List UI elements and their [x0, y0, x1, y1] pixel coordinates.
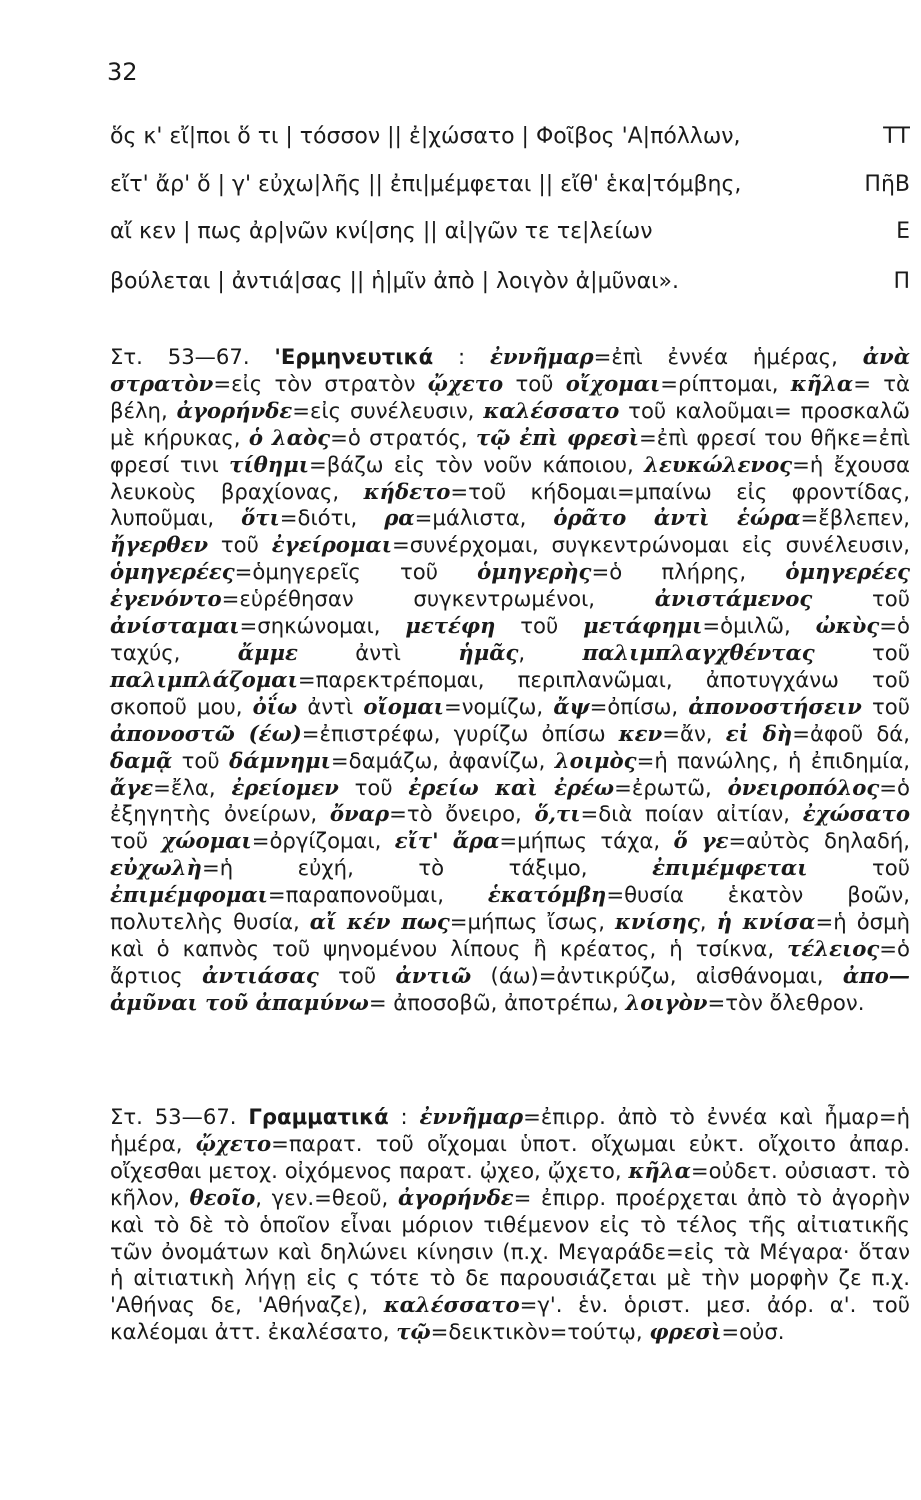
- gloss: τοῦ: [812, 586, 910, 612]
- term: ὁμηγερὴς: [477, 559, 592, 585]
- term: εἰ δὴ: [725, 720, 793, 746]
- verse-line: [110, 122, 910, 152]
- gloss: =ὁμηγερεῖς τοῦ: [234, 559, 478, 585]
- gloss: =ὁ ταχύς,: [110, 613, 910, 665]
- verse-line: [110, 170, 910, 200]
- verse-margin-tag: Π: [893, 269, 910, 294]
- gloss: ἀντὶ: [297, 693, 364, 719]
- gloss: =ὁ στρατός,: [330, 424, 476, 450]
- gloss: τοῦ: [807, 855, 910, 881]
- gloss: =εἰς συνέλευσιν,: [292, 397, 484, 423]
- gloss: =τοῦ κήδομαι=μπαίνω εἰς φροντίδας, λυποῦμαι,: [110, 478, 910, 531]
- gloss: =ὁ ἐξηγητὴς ὀνείρων,: [110, 774, 911, 827]
- term: ὁμηγερέες: [110, 559, 235, 585]
- term: παλιμπλαγχθέντας: [582, 639, 815, 665]
- term: τῷ: [396, 1319, 431, 1345]
- gloss: =ἐπὶ φρεσί του θῆκε=ἐπὶ φρεσί τινι: [110, 424, 910, 477]
- verse-range: Στ. 53—67.: [110, 344, 275, 369]
- term: ἐρείομεν: [231, 774, 339, 800]
- term: ἄψ: [553, 693, 590, 719]
- gloss: = τὰ βέλη,: [110, 370, 911, 423]
- gloss: =ὀργίζομαι,: [251, 828, 395, 854]
- term: κῆλα: [790, 370, 854, 396]
- term: ὠκὺς: [815, 613, 880, 639]
- gloss: τοῦ: [338, 774, 409, 800]
- gloss: τοῦ: [110, 828, 162, 854]
- gloss: , γεν.=θεοῦ,: [255, 1184, 398, 1210]
- gloss: =ὁ ἄρτιος: [110, 935, 910, 988]
- verse-text: εἴτ' ἄρ' ὅ | γ' εὐχω|λῆς || ἐπι|μέμφεται || εἴθ' ἑκα|τόμβης,: [110, 172, 742, 197]
- term: αἴ κέν πως: [309, 909, 450, 935]
- gloss: =ὀπίσω,: [589, 693, 689, 719]
- gloss: =δεικτικὸν=τούτῳ,: [430, 1319, 650, 1345]
- gloss: τοῦ: [503, 370, 566, 396]
- term: φρεσὶ: [649, 1319, 722, 1345]
- gloss: =ἀφοῦ δά,: [792, 720, 910, 746]
- section-heading: Γραμματικά: [248, 1104, 389, 1129]
- term: ἀντιάσας: [202, 962, 319, 988]
- gloss: =τὸ ὄνειρο,: [389, 801, 535, 827]
- verse-margin-tag: ΠῆΒ: [864, 172, 910, 197]
- gloss: =μήπως τάχα,: [499, 828, 674, 854]
- grammatical-notes-paragraph: [110, 1104, 910, 1346]
- term: δαμᾷ: [110, 747, 173, 773]
- verse-line: [110, 267, 910, 297]
- gloss: =ρίπτομαι,: [660, 370, 791, 396]
- term: κήδετο: [363, 478, 451, 504]
- term: ἀπονοστήσειν: [688, 693, 862, 719]
- gloss: =μήπως ἴσως,: [449, 909, 616, 935]
- verse-text: βούλεται | ἀντιά|σας || ἡ|μῖν ἀπὸ | λοιγὸν ἀ|μῦναι».: [110, 269, 679, 294]
- gloss: =ὁμιλῶ,: [702, 613, 816, 639]
- gloss: =εὑρέθησαν συγκεντρωμένοι,: [221, 586, 655, 612]
- section-heading: 'Ερμηνευτικά: [274, 344, 434, 369]
- term: ἐγείρομαι: [271, 532, 392, 558]
- gloss: =ἐπιστρέφω, γυρίζω ὀπίσω: [301, 720, 619, 746]
- gloss: =οὐσ.: [721, 1319, 785, 1345]
- term: ᾤχετο: [427, 370, 504, 396]
- gloss: τοῦ: [814, 639, 910, 665]
- term: ἐννῆμαρ: [419, 1104, 524, 1129]
- term: παλιμπλάζομαι: [110, 666, 298, 692]
- gloss: =ὁ πλήρης,: [591, 559, 786, 585]
- term: ἀπονοστῶ (έω): [110, 720, 302, 746]
- term: μετάφημι: [583, 613, 703, 639]
- gloss: =βάζω εἰς τὸν νοῦν κάποιου,: [308, 451, 645, 477]
- term: ἀγορήνδε: [176, 397, 293, 423]
- term: ἐπιμέμφεται: [652, 855, 808, 881]
- gloss: =γ'. ἑν. ὁριστ. μεσ. ἀόρ. α'. τοῦ καλέομαι ἀττ. ἐκαλέσατο,: [110, 1292, 911, 1345]
- gloss: =μάλιστα,: [414, 505, 554, 531]
- term: κῆλα: [628, 1157, 691, 1183]
- gloss: τοῦ: [172, 747, 230, 773]
- term: λοιμὸς: [554, 747, 637, 773]
- gloss: = ἀποσοβῶ, ἀποτρέπω,: [368, 989, 626, 1015]
- term: ἐπιμέμφομαι: [110, 882, 268, 908]
- term: χώομαι: [161, 828, 252, 854]
- gloss: =αὐτὸς δηλαδή,: [728, 828, 911, 854]
- gloss: =οὐδετ. οὐσιαστ. τὸ κῆλον,: [110, 1157, 910, 1210]
- gloss: =θυσία ἑκατὸν βοῶν, πολυτελὴς θυσία,: [110, 882, 910, 935]
- verse-range: Στ. 53—67.: [110, 1104, 249, 1129]
- gloss: =νομίζω,: [443, 693, 554, 719]
- gloss: ,: [518, 639, 583, 665]
- term: ὀΐω: [252, 693, 298, 719]
- term: ἐχώσατο: [802, 801, 910, 827]
- gloss: =τὸν ὄλεθρον.: [707, 989, 865, 1015]
- term: ἑκατόμβη: [487, 882, 607, 908]
- gloss: = ἐπιρρ. προέρχεται ἀπὸ τὸ ἀγορὴν καὶ τὸ δὲ τὸ ὁποῖον εἶναι μόριον τιθέμενον εἰς τὸ τέλος τῆς αἰτιατικῆς τῶν ὀνομάτων καὶ δηλώνει κίνησιν (π.χ. Μεγαράδε=εἰς τὰ Μέγαρα· ὅταν ἡ αἰτιατικὴ λήγῃ εἰς ς τότε τὸ δε παρουσιάζεται μὲ τὴν μορφὴν ζε π.χ. 'Αθήνας δε, 'Αθήναζε),: [110, 1184, 910, 1318]
- gloss: =ἐρωτῶ,: [614, 774, 728, 800]
- interpretive-notes-paragraph: [110, 344, 910, 1017]
- term: κνίσης: [615, 909, 700, 935]
- gloss: (άω)=ἀντικρύζω, αἰσθάνομαι,: [471, 962, 843, 988]
- gloss: =διότι,: [279, 505, 385, 531]
- term: λοιγὸν: [625, 989, 708, 1015]
- gloss: τοῦ: [208, 532, 272, 558]
- term: ρα: [384, 505, 415, 531]
- term: ὀνειροπόλος: [727, 774, 880, 800]
- term: ᾤχετο: [195, 1130, 272, 1156]
- gloss: =ἔλα,: [153, 774, 232, 800]
- gloss: =διὰ ποίαν αἰτίαν,: [580, 801, 803, 827]
- term: εὐχωλὴ: [110, 855, 202, 881]
- gloss: =ἄν,: [662, 720, 726, 746]
- term: καλέσσατο: [383, 1292, 520, 1318]
- verse-text: αἴ κεν | πως ἀρ|νῶν κνί|σης || αἰ|γῶν τε τε|λείων: [110, 219, 653, 244]
- gloss: =ἡ εὐχή, τὸ τάξιμο,: [201, 855, 653, 881]
- term: οἴομαι: [363, 693, 444, 719]
- term: ἐρείω καὶ ἐρέω: [408, 774, 615, 800]
- gloss: =παρεκτρέπομαι, περιπλανῶμαι, ἀποτυγχάνω τοῦ σκοποῦ μου,: [110, 666, 910, 719]
- term: οἴχομαι: [565, 370, 661, 396]
- term: τῷ ἐπὶ φρεσὶ: [475, 424, 639, 450]
- gloss: ,: [699, 909, 717, 935]
- gloss: =συνέρχομαι, συγκεντρώνομαι εἰς συνέλευσιν,: [392, 532, 911, 558]
- term: ὅτι: [241, 505, 280, 531]
- term: θεοῖο: [189, 1184, 256, 1210]
- term: ὁρᾶτο ἀντὶ ἑώρα: [553, 505, 801, 531]
- gloss: τοῦ: [861, 693, 911, 719]
- term: ἄγε: [110, 774, 154, 800]
- gloss: =παραπονοῦμαι,: [267, 882, 488, 908]
- term: τίθημι: [229, 451, 309, 477]
- term: δάμνημι: [229, 747, 331, 773]
- gloss: =ἡ ὀσμὴ καὶ ὁ καπνὸς τοῦ ψηνομένου λίπους ἢ κρέατος, ἡ τσίκνα,: [110, 909, 911, 961]
- verse-margin-tag: ΤΤ: [883, 124, 910, 149]
- verse-text: ὅς κ' εἴ|ποι ὅ τι | τόσσον || ἐ|χώσατο | Φοῖβος 'Α|πόλλων,: [110, 124, 741, 149]
- verse-line: [110, 217, 910, 247]
- page-number: 32: [107, 58, 138, 86]
- term: κεν: [618, 720, 663, 746]
- term: ἤγερθεν: [110, 532, 209, 558]
- term: ἄμμε: [237, 639, 298, 665]
- term: ὅ γε: [673, 828, 729, 854]
- text: :: [433, 344, 490, 369]
- term: ὄναρ: [329, 801, 390, 827]
- term: ἀνὰ στρατὸν: [110, 344, 911, 396]
- term: καλέσσατο: [483, 397, 620, 423]
- gloss: =δαμάζω, ἀφανίζω,: [330, 747, 555, 773]
- term: ἀνίσταμαι: [110, 613, 240, 639]
- gloss: =ἔβλεπεν,: [800, 505, 910, 531]
- term: ἡμᾶς: [458, 639, 519, 665]
- term: ἐννῆμαρ: [489, 344, 594, 369]
- term: ἀπο—ἀμῦναι τοῦ ἀπαμύνω: [110, 962, 910, 1015]
- gloss: =σηκώνομαι,: [239, 613, 406, 639]
- term: ἀνιστάμενος: [654, 586, 813, 612]
- verse-margin-tag: Ε: [896, 219, 910, 244]
- gloss: =ἡ ἔχουσα λευκοὺς βραχίονας,: [110, 451, 910, 504]
- gloss: ἀντὶ: [297, 639, 459, 665]
- gloss: =ἐπιρρ. ἀπὸ τὸ ἐννέα καὶ ἦμαρ=ἡ ἡμέρα,: [110, 1104, 911, 1156]
- gloss: =εἰς τὸν στρατὸν: [213, 370, 428, 396]
- term: λευκώλενος: [644, 451, 793, 477]
- gloss: τοῦ: [495, 613, 584, 639]
- gloss: =παρατ. τοῦ οἴχομαι ὑποτ. οἴχωμαι εὐκτ. οἴχοιτο ἀπαρ. οἴχεσθαι μετοχ. οἰχόμενος παρατ. ᾠχεο, ᾤχετο,: [110, 1130, 911, 1183]
- text: :: [388, 1104, 420, 1129]
- term: ὁ λαὸς: [248, 424, 331, 450]
- term: ὅ,τι: [534, 801, 581, 827]
- term: τέλειος: [787, 935, 880, 961]
- gloss: τοῦ: [318, 962, 396, 988]
- gloss: τοῦ καλοῦμαι= προσκαλῶ μὲ κήρυκας,: [110, 397, 910, 450]
- term: ἀγορήνδε: [397, 1184, 514, 1210]
- gloss: =ἡ πανώλης, ἡ ἐπιδημία,: [636, 747, 910, 773]
- gloss: =ἐπὶ ἐννέα ἡμέρας,: [593, 344, 863, 369]
- term: ἡ κνίσα: [716, 909, 816, 935]
- term: ἀντιῶ: [395, 962, 472, 988]
- term: εἴτ' ἄρα: [394, 828, 500, 854]
- term: ὁμηγερέες ἐγενόντο: [110, 559, 910, 612]
- term: μετέφη: [405, 613, 496, 639]
